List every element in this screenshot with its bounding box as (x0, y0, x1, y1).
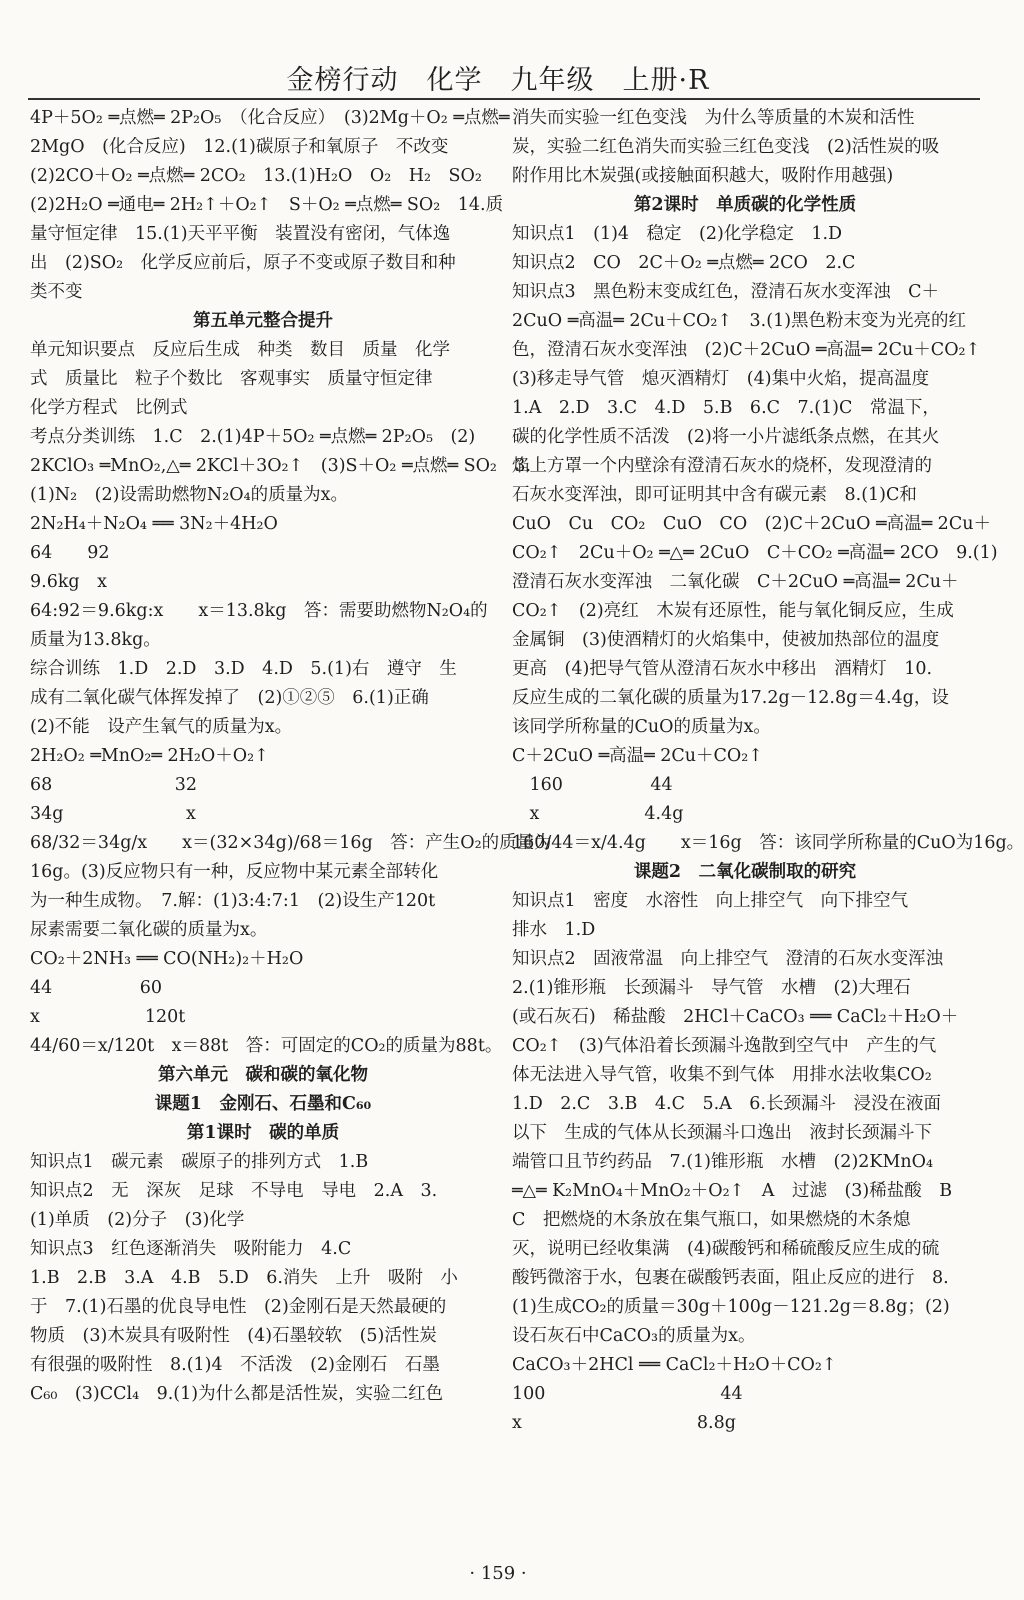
section-heading: 第2课时 单质碳的化学性质 (633, 195, 857, 215)
answer-line: 知识点2 无 深灰 足球 不导电 导电 2.A 3. (30, 1181, 438, 1201)
answer-line: CO₂＋2NH₃ ══ CO(NH₂)₂＋H₂O (30, 949, 304, 969)
answer-line: 1.D 2.C 3.B 4.C 5.A 6.长颈漏斗 浸没在液面 (512, 1094, 941, 1114)
answer-line: ═△═ K₂MnO₄＋MnO₂＋O₂↑ A 过滤 (3)稀盐酸 B (512, 1181, 953, 1201)
answer-line: (1)单质 (2)分子 (3)化学 (30, 1210, 245, 1230)
answer-line: 2N₂H₄＋N₂O₄ ══ 3N₂＋4H₂O (30, 514, 278, 534)
answer-line: 为一种生成物。 7.解：(1)3:4:7:1 (2)设生产120t (30, 891, 436, 911)
answer-line: 知识点1 密度 水溶性 向上排空气 向下排空气 (512, 891, 909, 911)
answer-line: 排水 1.D (512, 920, 596, 940)
answer-line: CO₂↑ 2Cu＋O₂ ═△═ 2CuO C＋CO₂ ═高温═ 2CO 9.(1) (512, 543, 998, 563)
answer-line: 2MgO (化合反应) 12.(1)碳原子和氧原子 不改变 (30, 137, 449, 157)
section-heading: 第1课时 碳的单质 (186, 1123, 340, 1143)
answer-line: 1.A 2.D 3.C 4.D 5.B 6.C 7.(1)C 常温下， (512, 398, 940, 418)
answer-line: 2CuO ═高温═ 2Cu＋CO₂↑ 3.(1)黑色粉末变为光亮的红 (512, 311, 967, 331)
answer-line: 成有二氧化碳气体挥发掉了 (2)①②⑤ 6.(1)正确 (30, 688, 429, 708)
answer-line: 2H₂O₂ ═MnO₂═ 2H₂O＋O₂↑ (30, 746, 269, 766)
answer-line: 量守恒定律 15.(1)天平平衡 装置没有密闭，气体逸 (30, 224, 451, 244)
answer-line: (或石灰石) 稀盐酸 2HCl＋CaCO₃ ══ CaCl₂＋H₂O＋ (512, 1007, 959, 1027)
header-rule (28, 98, 980, 100)
answer-line: 知识点2 CO 2C＋O₂ ═点燃═ 2CO 2.C (512, 253, 856, 273)
running-header: 金榜行动 化学 九年级 上册·R (286, 65, 710, 96)
answer-line: 端管口且节约药品 7.(1)锥形瓶 水槽 (2)2KMnO₄ (512, 1152, 934, 1172)
section-heading: 第六单元 碳和碳的氧化物 (158, 1065, 368, 1085)
answer-line: 出 (2)SO₂ 化学反应前后，原子不变或原子数目和种 (30, 253, 456, 273)
answer-line: 综合训练 1.D 2.D 3.D 4.D 5.(1)右 遵守 生 (30, 659, 457, 679)
answer-line: 4P＋5O₂ ═点燃═ 2P₂O₅ （化合反应） (3)2Mg＋O₂ ═点燃═ (30, 108, 510, 128)
section-heading: 课题2 二氧化碳制取的研究 (633, 862, 857, 882)
answer-line: 16g。(3)反应物只有一种，反应物中某元素全部转化 (30, 862, 439, 882)
answer-line: (2)2H₂O ═通电═ 2H₂↑＋O₂↑ S＋O₂ ═点燃═ SO₂ 14.质 (30, 195, 504, 215)
answer-line: 知识点1 (1)4 稳定 (2)化学稳定 1.D (512, 224, 843, 244)
answer-line: 消失而实验一红色变浅 为什么等质量的木炭和活性 (512, 108, 915, 128)
answer-line: 焰上方罩一个内壁涂有澄清石灰水的烧杯，发现澄清的 (512, 456, 932, 476)
answer-line: CuO Cu CO₂ CuO CO (2)C＋2CuO ═高温═ 2Cu＋ (512, 514, 991, 534)
answer-line: 有很强的吸附性 8.(1)4 不活泼 (2)金刚石 石墨 (30, 1355, 440, 1375)
answer-line: 化学方程式 比例式 (30, 398, 188, 418)
answer-line: 以下 生成的气体从长颈漏斗口逸出 液封长颈漏斗下 (512, 1123, 932, 1143)
answer-line: x 120t (30, 1007, 186, 1027)
right-column (512, 104, 1024, 1552)
answer-line: C₆₀ (3)CCl₄ 9.(1)为什么都是活性炭，实验二红色 (30, 1384, 444, 1404)
answer-line: 68 32 (30, 775, 198, 795)
answer-line: 1.B 2.B 3.A 4.B 5.D 6.消失 上升 吸附 小 (30, 1268, 458, 1288)
answer-line: 体无法进入导气管，收集不到气体 用排水法收集CO₂ (512, 1065, 932, 1085)
answer-line: CO₂↑ (3)气体沿着长颈漏斗逸散到空气中 产生的气 (512, 1036, 937, 1056)
answer-line: 附作用比木炭强(或接触面积越大，吸附作用越强) (512, 166, 894, 186)
answer-line: 知识点3 红色逐渐消失 吸附能力 4.C (30, 1239, 352, 1259)
answer-line: 知识点3 黑色粉末变成红色，澄清石灰水变浑浊 C＋ (512, 282, 940, 302)
answer-line: 160 44 (512, 775, 673, 795)
answer-line: 2.(1)锥形瓶 长颈漏斗 导气管 水槽 (2)大理石 (512, 978, 911, 998)
answer-line: 68/32＝34g/x x＝(32×34g)/68＝16g 答：产生O₂的质量为 (30, 833, 552, 853)
answer-line: 44/60＝x/120t x＝88t 答：可固定的CO₂的质量为88t。 (30, 1036, 503, 1056)
answer-line: 类不变 (30, 282, 83, 302)
answer-line: 知识点2 固液常温 向上排空气 澄清的石灰水变浑浊 (512, 949, 944, 969)
answer-line: 64 92 (30, 543, 110, 563)
answer-line: 于 7.(1)石墨的优良导电性 (2)金刚石是天然最硬的 (30, 1297, 447, 1317)
page-number: · 159 · (469, 1563, 527, 1584)
answer-line: CaCO₃＋2HCl ══ CaCl₂＋H₂O＋CO₂↑ (512, 1355, 837, 1375)
section-heading: 课题1 金刚石、石墨和C₆₀ (154, 1094, 372, 1114)
answer-line: 澄清石灰水变浑浊 二氧化碳 C＋2CuO ═高温═ 2Cu＋ (512, 572, 959, 592)
answer-line: 2KClO₃ ═MnO₂,△═ 2KCl＋3O₂↑ (3)S＋O₂ ═点燃═ SO₂ 3. (30, 456, 532, 476)
answer-line: 酸钙微溶于水，包裹在碳酸钙表面，阻止反应的进行 8. (512, 1268, 949, 1288)
answer-line: 160/44＝x/4.4g x＝16g 答：该同学所称量的CuO为16g。 (512, 833, 1024, 853)
answer-line: (2)2CO＋O₂ ═点燃═ 2CO₂ 13.(1)H₂O O₂ H₂ SO₂ (30, 166, 482, 186)
answer-line: C 把燃烧的木条放在集气瓶口，如果燃烧的木条熄 (512, 1210, 911, 1230)
answer-line: 64:92＝9.6kg:x x＝13.8kg 答：需要助燃物N₂O₄的 (30, 601, 488, 621)
answer-line: (1)生成CO₂的质量＝30g＋100g－121.2g＝8.8g；(2) (512, 1297, 950, 1317)
answer-line: 物质 (3)木炭具有吸附性 (4)石墨较软 (5)活性炭 (30, 1326, 437, 1346)
answer-line: (2)不能 设产生氧气的质量为x。 (30, 717, 293, 737)
answer-line: (3)移走导气管 熄灭酒精灯 (4)集中火焰，提高温度 (512, 369, 930, 389)
answer-line: 单元知识要点 反应后生成 种类 数目 质量 化学 (30, 340, 450, 360)
answer-line: x 8.8g (512, 1413, 736, 1433)
answer-line: x 4.4g (512, 804, 684, 824)
answer-line: 100 44 (512, 1384, 743, 1404)
answer-line: 式 质量比 粒子个数比 客观事实 质量守恒定律 (30, 369, 433, 389)
section-heading: 第五单元整合提升 (193, 311, 333, 331)
answer-line: 9.6kg x (30, 572, 108, 592)
answer-line: 更高 (4)把导气管从澄清石灰水中移出 酒精灯 10. (512, 659, 933, 679)
answer-line: 碳的化学性质不活泼 (2)将一小片滤纸条点燃，在其火 (512, 427, 940, 447)
answer-line: 炭，实验二红色消失而实验三红色变浅 (2)活性炭的吸 (512, 137, 940, 157)
answer-line: 44 60 (30, 978, 163, 998)
answer-line: 金属铜 (3)使酒精灯的火焰集中，使被加热部位的温度 (512, 630, 940, 650)
answer-line: 考点分类训练 1.C 2.(1)4P＋5O₂ ═点燃═ 2P₂O₅ (2) (30, 427, 476, 447)
answer-line: 灭，说明已经收集满 (4)碳酸钙和稀硫酸反应生成的硫 (512, 1239, 940, 1259)
answer-line: 石灰水变浑浊，即可证明其中含有碳元素 8.(1)C和 (512, 485, 917, 505)
answer-line: C＋2CuO ═高温═ 2Cu＋CO₂↑ (512, 746, 763, 766)
answer-line: CO₂↑ (2)亮红 木炭有还原性，能与氧化铜反应，生成 (512, 601, 954, 621)
answer-line: 该同学所称量的CuO的质量为x。 (512, 717, 771, 737)
answer-line: 尿素需要二氧化碳的质量为x。 (30, 920, 268, 940)
answer-line: 色，澄清石灰水变浑浊 (2)C＋2CuO ═高温═ 2Cu＋CO₂↑ (512, 340, 981, 360)
answer-line: 质量为13.8kg。 (30, 630, 161, 650)
answer-line: 设石灰石中CaCO₃的质量为x。 (512, 1326, 756, 1346)
answer-line: 34g x (30, 804, 196, 824)
answer-line: (1)N₂ (2)设需助燃物N₂O₄的质量为x。 (30, 485, 348, 505)
answer-line: 反应生成的二氧化碳的质量为17.2g－12.8g＝4.4g，设 (512, 688, 949, 708)
left-column (30, 104, 552, 1552)
answer-line: 知识点1 碳元素 碳原子的排列方式 1.B (30, 1152, 369, 1172)
